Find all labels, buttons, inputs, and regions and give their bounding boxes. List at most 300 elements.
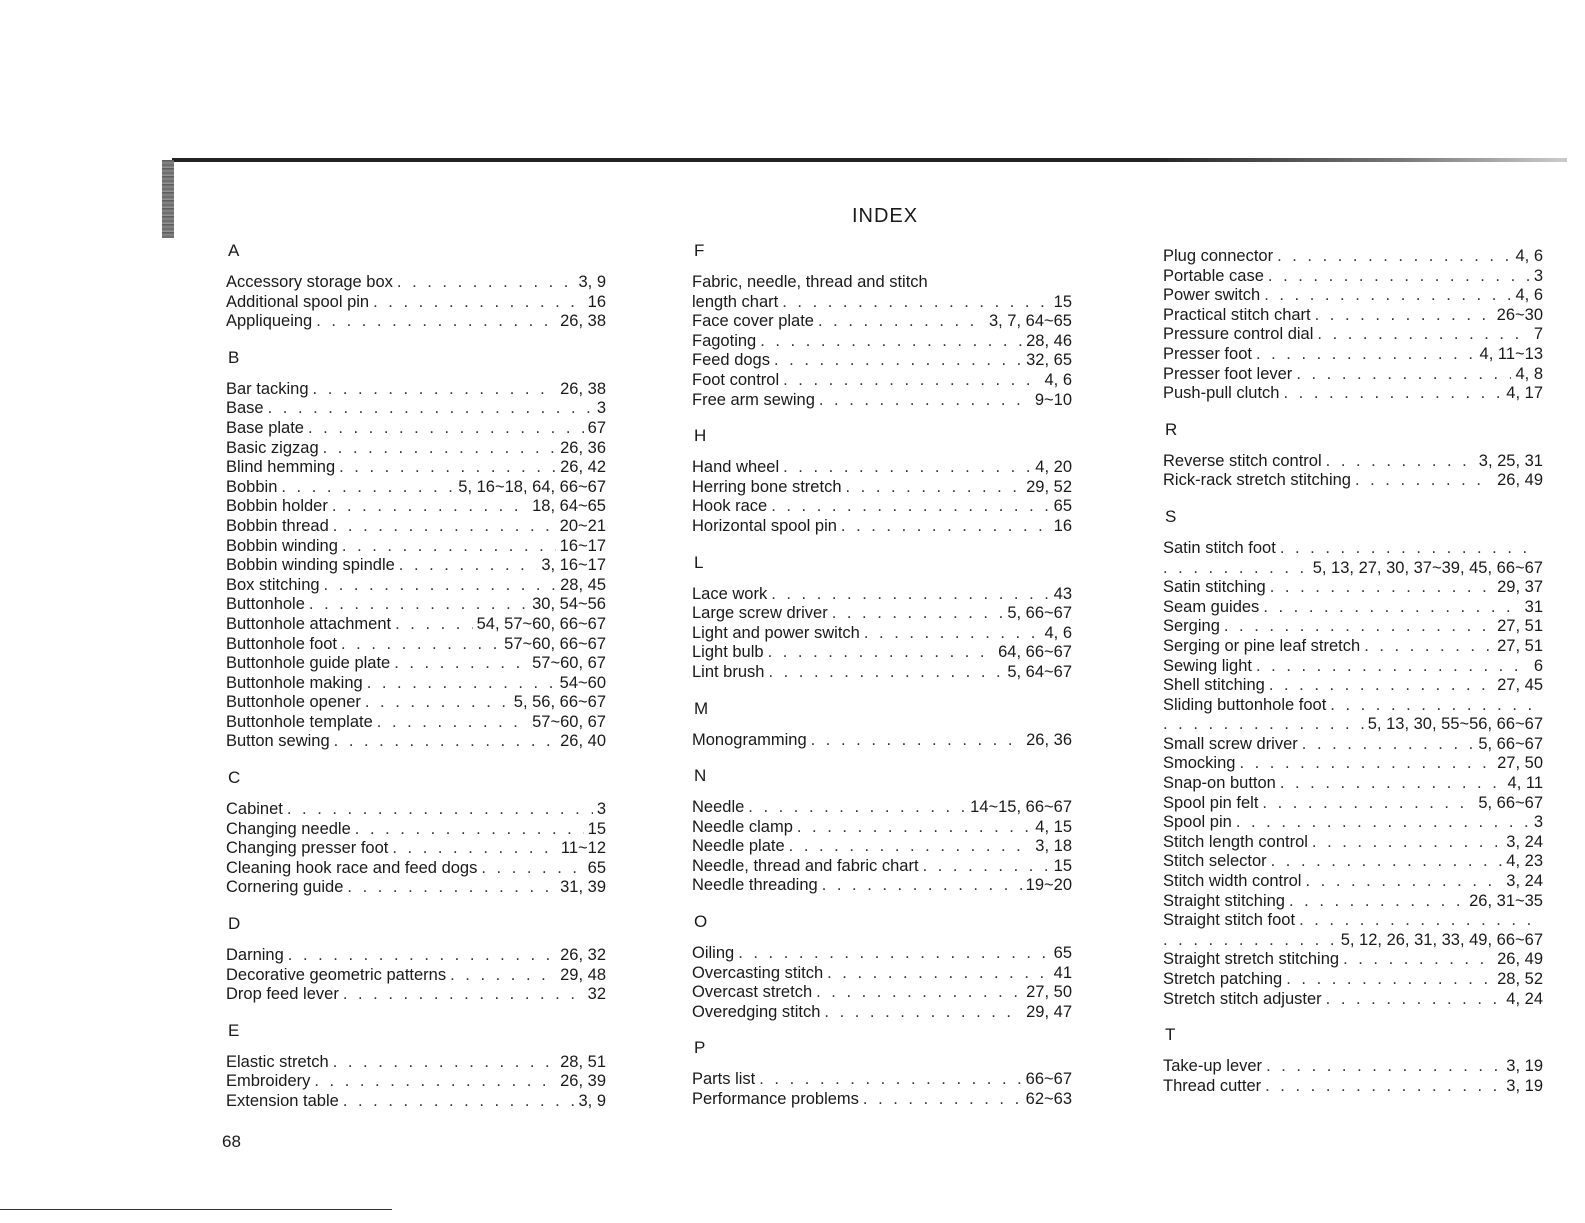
index-section	[1163, 247, 1543, 404]
entry-label: Spool pin	[1163, 813, 1232, 832]
dot-leader	[1277, 247, 1511, 267]
entry-pages: 67	[587, 418, 606, 437]
dot-leader	[1305, 872, 1502, 892]
entry-label: Small screw driver	[1163, 734, 1298, 753]
dot-leader	[334, 732, 556, 752]
entry-label: Monogramming	[692, 730, 807, 749]
index-entry	[226, 946, 606, 966]
entry-label: Serging	[1163, 617, 1220, 636]
entry-pages: 57~60, 67	[532, 712, 606, 731]
dot-leader	[1286, 970, 1493, 990]
entry-label: Spool pin felt	[1163, 793, 1259, 812]
index-entry	[692, 876, 1072, 896]
dot-leader	[1265, 1077, 1502, 1097]
entry-pages: 3, 7, 64~65	[988, 312, 1072, 331]
entry-label: Decorative geometric patterns	[226, 965, 447, 984]
entry-pages: 9~10	[1034, 390, 1072, 409]
dot-leader	[339, 458, 556, 478]
dot-leader	[1302, 735, 1475, 755]
entry-pages: 29, 52	[1026, 477, 1072, 496]
entry-pages: 5, 16~18, 64, 66~67	[458, 477, 606, 496]
entry-pages: 16	[1053, 516, 1072, 535]
index-entry	[1163, 696, 1543, 716]
dot-leader	[347, 878, 556, 898]
entry-label: Embroidery	[226, 1072, 311, 1091]
entry-pages: 26, 38	[560, 379, 606, 398]
entry-label: Reverse stitch control	[1163, 451, 1322, 470]
entry-pages: 20~21	[559, 516, 606, 535]
entry-pages: 4, 23	[1506, 852, 1543, 871]
index-entry	[226, 458, 606, 478]
index-entry	[692, 798, 1072, 818]
index-entry	[1163, 247, 1543, 267]
dot-leader	[789, 837, 1032, 857]
entry-pages: 7	[1533, 325, 1543, 344]
dot-leader	[268, 399, 593, 419]
dot-leader	[782, 293, 1049, 313]
index-entry	[226, 273, 606, 293]
dot-leader	[1283, 384, 1502, 404]
index-entry	[1163, 267, 1543, 287]
section-letter: D	[228, 914, 241, 934]
index-entry	[1163, 1077, 1543, 1097]
entry-pages: 5, 12, 26, 31, 33, 49, 66~67	[1340, 930, 1543, 949]
index-entry	[692, 458, 1072, 478]
index-entry	[226, 985, 606, 1005]
index-entry	[226, 595, 606, 615]
index-entry	[226, 439, 606, 459]
entry-label: Presser foot lever	[1163, 364, 1293, 383]
entry-label: Needle clamp	[692, 817, 793, 836]
section-letter: E	[228, 1020, 240, 1040]
entry-label: Smocking	[1163, 754, 1236, 773]
index-entry	[226, 517, 606, 537]
dot-leader	[768, 663, 1003, 683]
entry-label: Shell stitching	[1163, 676, 1265, 695]
entry-pages: 65	[587, 858, 606, 877]
entry-label: Sliding buttonhole foot	[1163, 695, 1327, 714]
entry-label: Power switch	[1163, 286, 1261, 305]
dot-leader	[373, 293, 584, 313]
entry-label: Bobbin holder	[226, 497, 328, 516]
index-entry	[226, 674, 606, 694]
dot-leader	[355, 820, 584, 840]
entry-pages: 26, 49	[1497, 471, 1543, 490]
index-entry	[226, 556, 606, 576]
entry-label: Rick-rack stretch stitching	[1163, 471, 1351, 490]
entry-label: Bobbin	[226, 477, 278, 496]
entry-pages: 4, 6	[1515, 286, 1543, 305]
entry-pages: 5, 64~67	[1007, 662, 1072, 681]
dot-leader	[1256, 345, 1476, 365]
entry-label: Foot control	[692, 370, 780, 389]
entry-pages: 65	[1053, 497, 1072, 516]
entry-label: Satin stitch foot	[1163, 538, 1276, 557]
entry-label: Buttonhole guide plate	[226, 654, 391, 673]
entry-pages: 54, 57~60, 66~67	[476, 614, 606, 633]
entry-label: Fagoting	[692, 331, 757, 350]
dot-leader	[365, 693, 510, 713]
entry-pages: 26, 36	[1026, 730, 1072, 749]
index-entry	[1163, 345, 1543, 365]
entry-label: Needle, thread and fabric chart	[692, 856, 919, 875]
dot-leader	[324, 576, 557, 596]
entry-pages: 3	[596, 800, 606, 819]
dot-leader	[1296, 365, 1511, 385]
index-entry	[226, 859, 606, 879]
entry-label: Additional spool pin	[226, 292, 370, 311]
entry-label: Stitch length control	[1163, 832, 1308, 851]
dot-leader	[1269, 676, 1493, 696]
entry-pages: 65	[1053, 944, 1072, 963]
index-entry	[226, 615, 606, 635]
entry-pages: 28, 46	[1026, 331, 1072, 350]
index-entry	[1163, 892, 1543, 912]
entry-pages: 26, 40	[560, 732, 606, 751]
entry-label: Parts list	[692, 1070, 756, 1089]
entry-label: Plug connector	[1163, 247, 1274, 265]
dot-leader	[748, 798, 966, 818]
dot-leader	[783, 371, 1040, 391]
dot-leader	[1262, 794, 1474, 814]
entry-label: Oiling	[692, 944, 735, 963]
index-entry	[226, 713, 606, 733]
dot-leader	[1236, 813, 1530, 833]
index-entry	[226, 654, 606, 674]
dot-leader	[1299, 911, 1539, 931]
entry-label: Straight stretch stitching	[1163, 950, 1340, 969]
index-entry	[692, 478, 1072, 498]
entry-pages: 3, 16~17	[541, 556, 606, 575]
entry-label: Seam guides	[1163, 597, 1260, 616]
entry-label: Cornering guide	[226, 878, 344, 897]
index-entry	[1163, 872, 1543, 892]
entry-label: Pressure control dial	[1163, 325, 1314, 344]
index-section	[226, 240, 606, 332]
index-entry	[226, 399, 606, 419]
page-number: 68	[222, 1132, 241, 1151]
entry-pages: 26~30	[1496, 305, 1543, 324]
entry-pages: 57~60, 66~67	[504, 634, 606, 653]
index-entry	[1163, 1057, 1543, 1077]
dot-leader	[1239, 754, 1493, 774]
index-entry	[692, 818, 1072, 838]
dot-leader	[827, 964, 1050, 984]
section-letter: C	[228, 768, 241, 788]
entry-pages: 28, 45	[560, 575, 606, 594]
section-letter: T	[1165, 1025, 1176, 1045]
section-letter: N	[694, 766, 707, 786]
entry-label: Straight stitch foot	[1163, 911, 1296, 930]
entry-label: Bar tacking	[226, 379, 309, 398]
dot-leader	[481, 859, 583, 879]
dot-leader	[1343, 950, 1493, 970]
entry-label: Performance problems	[692, 1090, 859, 1109]
entry-label: Free arm sewing	[692, 390, 815, 409]
dot-leader	[760, 332, 1022, 352]
entry-pages: 28, 52	[1497, 970, 1543, 988]
entry-pages: 27, 50	[1497, 754, 1543, 773]
entry-label: Sewing light	[1163, 656, 1252, 675]
index-entry	[1163, 365, 1543, 385]
entry-pages: 4, 6	[1044, 623, 1072, 642]
index-entry	[226, 1053, 606, 1073]
index-entry	[1163, 990, 1543, 1010]
entry-pages: 27, 51	[1497, 636, 1543, 655]
index-entry	[226, 1092, 606, 1112]
index-entry	[692, 293, 1072, 313]
index-column-1	[226, 240, 606, 1127]
index-entry	[692, 857, 1072, 877]
index-entry	[1163, 813, 1543, 833]
entry-label: Cabinet	[226, 800, 283, 819]
entry-label: Stitch width control	[1163, 872, 1302, 891]
entry-pages: 6	[1533, 656, 1543, 675]
dot-leader	[1280, 539, 1539, 559]
entry-pages: 3, 19	[1506, 1057, 1543, 1076]
entry-pages: 4, 20	[1035, 458, 1072, 477]
section-letter: M	[694, 698, 709, 718]
index-entry	[226, 293, 606, 313]
entry-label: Hand wheel	[692, 458, 780, 477]
index-entry	[692, 731, 1072, 751]
dot-leader	[1312, 833, 1502, 853]
index-entry	[226, 839, 606, 859]
index-entry	[692, 1070, 1072, 1090]
dot-leader	[841, 517, 1050, 537]
index-entry	[226, 576, 606, 596]
index-entry	[692, 391, 1072, 411]
index-entry	[1163, 950, 1543, 970]
section-letter: S	[1165, 506, 1177, 526]
index-entry	[226, 419, 606, 439]
entry-label: Push-pull clutch	[1163, 384, 1280, 403]
dot-leader	[1270, 578, 1493, 598]
dot-leader	[846, 478, 1023, 498]
entry-label: Take-up lever	[1163, 1057, 1263, 1076]
entry-pages: 64, 66~67	[998, 643, 1072, 662]
entry-pages: 3, 9	[578, 273, 606, 291]
entry-pages: 3, 24	[1506, 872, 1543, 891]
dot-leader	[1315, 306, 1493, 326]
dot-leader	[323, 439, 556, 459]
entry-label: Fabric, needle, thread and stitch	[692, 273, 928, 291]
dot-leader	[1266, 1057, 1502, 1077]
entry-label: Bobbin winding spindle	[226, 556, 395, 575]
entry-pages: 3	[596, 399, 606, 418]
index-entry	[1163, 325, 1543, 345]
index-entry	[226, 820, 606, 840]
entry-label: Button sewing	[226, 732, 330, 751]
entry-pages: 3, 9	[578, 1092, 606, 1110]
entry-label: Satin stitching	[1163, 578, 1266, 597]
entry-label: Extension table	[226, 1092, 339, 1110]
index-entry-continued	[1163, 715, 1543, 735]
dot-leader	[771, 585, 1049, 605]
dot-leader	[288, 946, 556, 966]
entry-label: Serging or pine leaf stretch	[1163, 636, 1361, 655]
entry-label: Buttonhole opener	[226, 693, 361, 712]
dot-leader	[864, 624, 1041, 644]
entry-label: Box stitching	[226, 575, 320, 594]
index-entry	[692, 983, 1072, 1003]
index-entry	[692, 332, 1072, 352]
entry-label: Elastic stretch	[226, 1052, 329, 1071]
entry-pages: 3, 18	[1035, 837, 1072, 856]
entry-label: Cleaning hook race and feed dogs	[226, 858, 478, 877]
entry-label: Buttonhole attachment	[226, 614, 392, 633]
entry-pages: 4, 8	[1515, 364, 1543, 383]
entry-label: Base plate	[226, 418, 304, 437]
entry-label: Needle threading	[692, 876, 818, 895]
dot-leader	[1268, 267, 1530, 287]
index-entry	[692, 351, 1072, 371]
index-entry	[1163, 794, 1543, 814]
section-letter: P	[694, 1038, 706, 1058]
dot-leader	[1330, 696, 1539, 716]
entry-pages: 5, 13, 27, 30, 37~39, 45, 66~67	[1312, 558, 1543, 577]
dot-leader	[818, 312, 985, 332]
index-entry	[692, 964, 1072, 984]
dot-leader	[392, 839, 557, 859]
index-entry	[692, 585, 1072, 605]
dot-leader	[1326, 452, 1475, 472]
entry-pages: 15	[1053, 292, 1072, 311]
index-entry	[1163, 539, 1543, 559]
entry-pages: 62~63	[1025, 1090, 1072, 1109]
entry-label: Practical stitch chart	[1163, 305, 1311, 324]
section-letter: O	[694, 912, 708, 932]
dot-leader	[1263, 598, 1520, 618]
index-entry	[1163, 286, 1543, 306]
entry-label: Accessory storage box	[226, 273, 393, 291]
dot-leader	[316, 312, 556, 332]
entry-pages: 28, 51	[560, 1052, 606, 1071]
entry-pages: 5, 66~67	[1478, 734, 1543, 753]
index-entry	[692, 497, 1072, 517]
index-section	[692, 1037, 1072, 1109]
section-letter: B	[228, 347, 240, 367]
dot-leader	[343, 1092, 575, 1112]
dot-leader	[332, 497, 528, 517]
entry-pages: 4, 11	[1507, 774, 1543, 793]
entry-label: Bobbin thread	[226, 516, 329, 535]
index-section	[226, 913, 606, 1005]
index-entry	[692, 643, 1072, 663]
entry-pages: 31	[1524, 597, 1543, 616]
index-entry	[1163, 637, 1543, 657]
index-entry	[692, 837, 1072, 857]
index-section	[1163, 419, 1543, 491]
index-entry	[1163, 578, 1543, 598]
dot-leader	[1163, 559, 1309, 579]
entry-pages: 14~15, 66~67	[970, 798, 1072, 817]
index-entry	[692, 944, 1072, 964]
index-entry	[1163, 833, 1543, 853]
dot-leader	[1264, 286, 1511, 306]
index-entry	[692, 312, 1072, 332]
entry-pages: 66~67	[1025, 1070, 1072, 1089]
dot-leader	[333, 1053, 556, 1073]
index-entry	[692, 1003, 1072, 1023]
entry-label: Changing presser foot	[226, 839, 389, 858]
entry-pages: 5, 13, 30, 55~56, 66~67	[1367, 715, 1543, 734]
entry-label: Bobbin winding	[226, 536, 338, 555]
entry-pages: 19~20	[1025, 876, 1072, 895]
dot-leader	[1163, 715, 1364, 735]
entry-label: Horizontal spool pin	[692, 516, 837, 535]
entry-pages: 29, 47	[1026, 1002, 1072, 1021]
entry-pages: 29, 37	[1497, 578, 1543, 597]
index-entry	[1163, 852, 1543, 872]
entry-pages: 15	[1053, 856, 1072, 875]
index-entry	[226, 497, 606, 517]
entry-label: Face cover plate	[692, 312, 814, 331]
dot-leader	[395, 615, 473, 635]
index-entry	[1163, 970, 1543, 990]
index-section	[692, 765, 1072, 896]
index-entry	[1163, 452, 1543, 472]
dot-leader	[819, 391, 1031, 411]
dot-leader	[309, 595, 528, 615]
index-entry	[692, 604, 1072, 624]
index-entry	[226, 635, 606, 655]
index-entry	[226, 878, 606, 898]
dot-leader	[774, 351, 1022, 371]
index-section	[692, 425, 1072, 536]
dot-leader	[822, 876, 1022, 896]
dot-leader	[314, 1072, 556, 1092]
entry-pages: 32, 65	[1026, 351, 1072, 370]
entry-pages: 54~60	[559, 673, 606, 692]
entry-pages: 26, 38	[560, 312, 606, 331]
entry-label: Changing needle	[226, 819, 351, 838]
dot-leader	[313, 380, 557, 400]
entry-pages: 4, 6	[1044, 370, 1072, 389]
dot-leader	[367, 674, 556, 694]
index-entry	[226, 693, 606, 713]
entry-label: Needle	[692, 798, 745, 817]
entry-pages: 26, 49	[1497, 950, 1543, 969]
dot-leader	[832, 604, 1004, 624]
entry-label: Buttonhole	[226, 595, 305, 614]
entry-label: Basic zigzag	[226, 438, 319, 457]
dot-leader	[1355, 471, 1493, 491]
top-rule	[172, 158, 1567, 162]
entry-label: Straight stitching	[1163, 891, 1285, 910]
entry-pages: 43	[1053, 584, 1072, 603]
entry-label: Presser foot	[1163, 344, 1252, 363]
entry-pages: 4, 6	[1515, 247, 1543, 265]
index-entry	[226, 380, 606, 400]
index-entry	[226, 732, 606, 752]
index-entry	[1163, 676, 1543, 696]
entry-pages: 27, 51	[1497, 617, 1543, 636]
entry-label: Hook race	[692, 497, 768, 516]
entry-pages: 5, 56, 66~67	[513, 693, 606, 712]
dot-leader	[1280, 774, 1504, 794]
index-entry	[1163, 911, 1543, 931]
entry-pages: 26, 39	[560, 1072, 606, 1091]
dot-leader	[797, 818, 1031, 838]
dot-leader	[287, 800, 593, 820]
index-section	[692, 698, 1072, 751]
entry-label: Feed dogs	[692, 351, 770, 370]
entry-label: Portable case	[1163, 266, 1264, 285]
dot-leader	[811, 731, 1022, 751]
entry-label: Stretch stitch adjuster	[1163, 989, 1322, 1008]
entry-pages: 41	[1053, 963, 1072, 982]
